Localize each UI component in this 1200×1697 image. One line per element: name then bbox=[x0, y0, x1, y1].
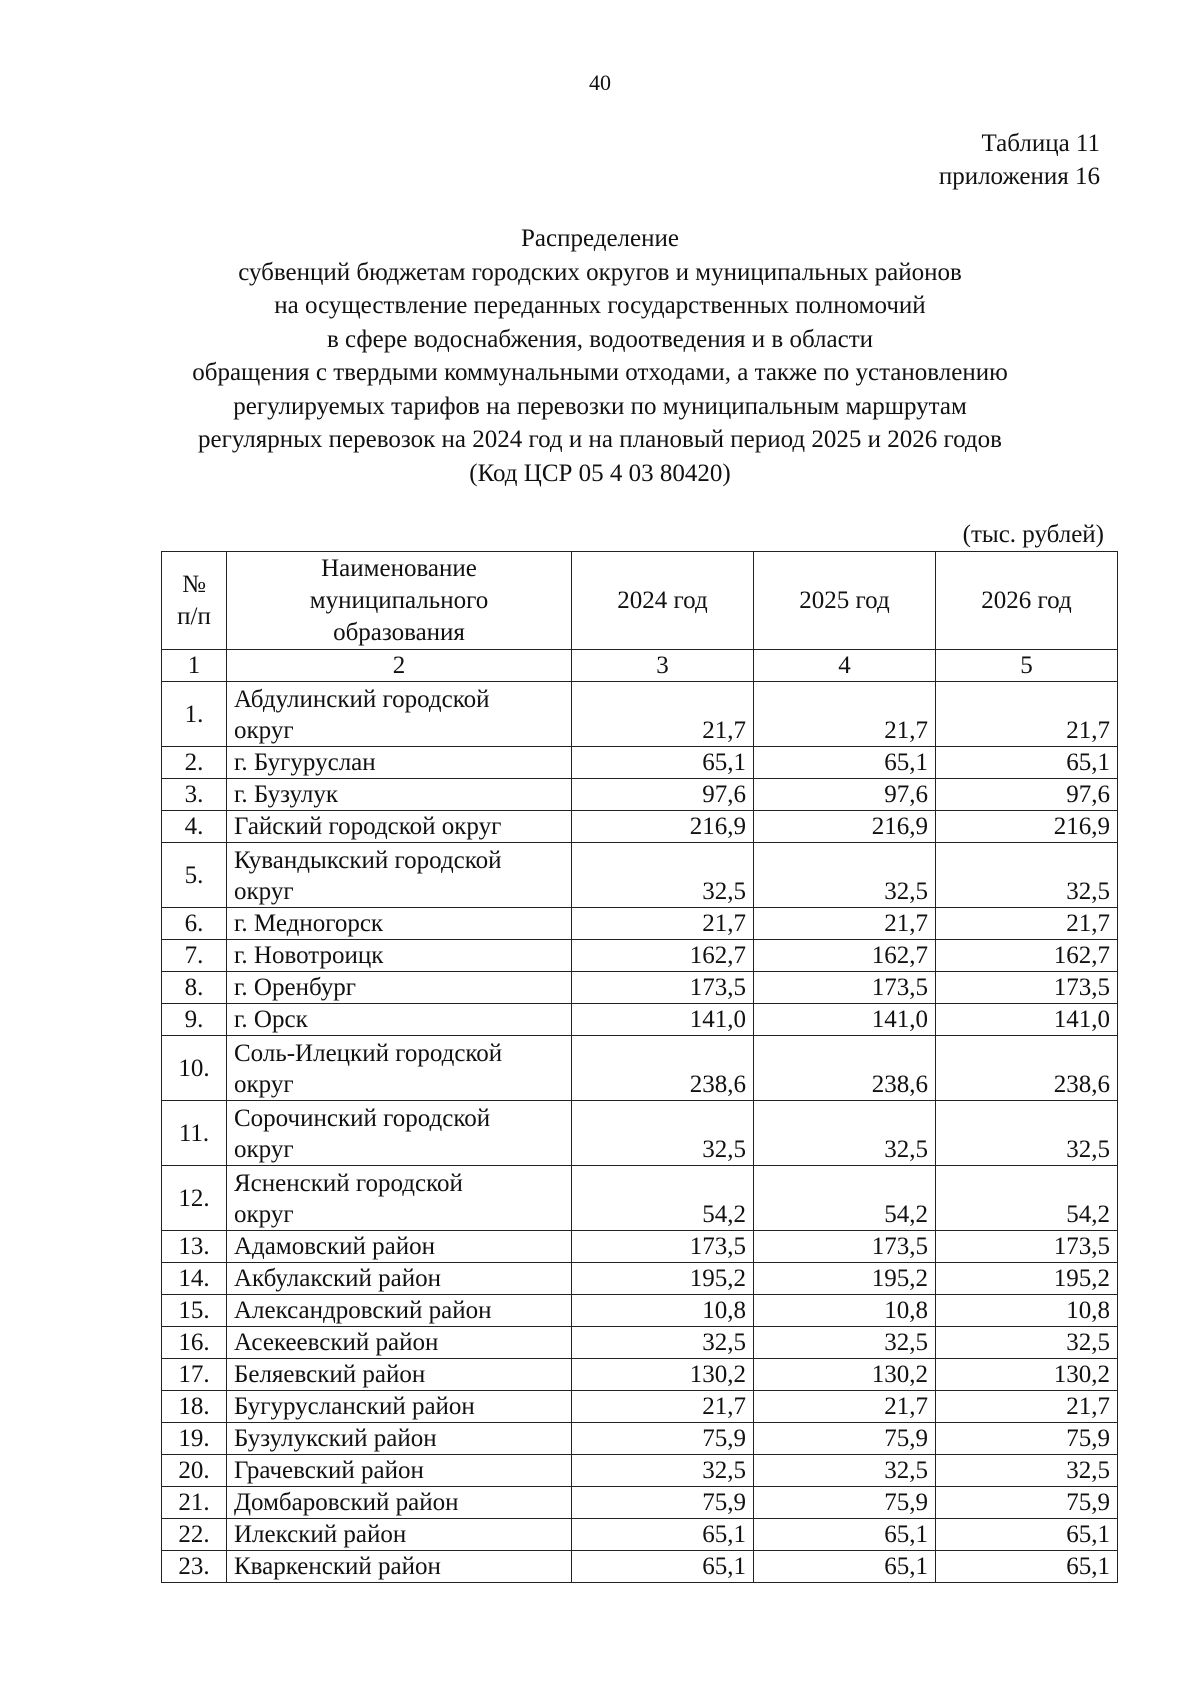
header-2025: 2025 год bbox=[754, 552, 936, 650]
value-2024: 32,5 bbox=[572, 1101, 754, 1166]
row-number: 22. bbox=[162, 1519, 227, 1551]
value-2026: 21,7 bbox=[936, 1391, 1118, 1423]
municipality-name-line: округ bbox=[234, 1071, 294, 1098]
table-reference bbox=[939, 127, 1100, 193]
table-row bbox=[162, 1391, 1118, 1423]
header-2024: 2024 год bbox=[572, 552, 754, 650]
value-2026: 32,5 bbox=[936, 1455, 1118, 1487]
table-row bbox=[162, 1423, 1118, 1455]
municipality-name-line: Акбулакский район bbox=[234, 1265, 441, 1292]
table-row bbox=[162, 1101, 1118, 1166]
municipality-name bbox=[227, 972, 572, 1004]
row-number: 9. bbox=[162, 1004, 227, 1036]
value-2025: 216,9 bbox=[754, 811, 936, 843]
column-index-row bbox=[162, 650, 1118, 682]
value-2026: 173,5 bbox=[936, 972, 1118, 1004]
value-2025: 65,1 bbox=[754, 1551, 936, 1583]
municipality-name-line: Бугурусланский район bbox=[234, 1393, 475, 1420]
value-2024: 54,2 bbox=[572, 1166, 754, 1231]
title-line: обращения с твердыми коммунальными отходами, а также по установлению bbox=[192, 359, 1008, 386]
municipality-name-line: г. Оренбург bbox=[234, 974, 356, 1001]
value-2026: 32,5 bbox=[936, 1101, 1118, 1166]
municipality-name-line: округ bbox=[234, 1201, 294, 1228]
title-line: Распределение bbox=[521, 225, 679, 252]
row-number: 6. bbox=[162, 908, 227, 940]
table-row bbox=[162, 843, 1118, 908]
table-row bbox=[162, 940, 1118, 972]
title-line: субвенций бюджетам городских округов и муниципальных районов bbox=[238, 258, 962, 286]
municipality-name bbox=[227, 1263, 572, 1295]
municipality-name-line: Адамовский район bbox=[234, 1233, 435, 1260]
table-reference-line-1: Таблица 11 bbox=[981, 130, 1100, 157]
subvention-table bbox=[161, 551, 1118, 1583]
table-row bbox=[162, 1551, 1118, 1583]
value-2025: 32,5 bbox=[754, 1101, 936, 1166]
row-number: 2. bbox=[162, 747, 227, 779]
municipality-name bbox=[227, 1101, 572, 1166]
value-2026: 65,1 bbox=[936, 1551, 1118, 1583]
value-2024: 10,8 bbox=[572, 1295, 754, 1327]
municipality-name bbox=[227, 1166, 572, 1231]
value-2025: 32,5 bbox=[754, 843, 936, 908]
row-number: 7. bbox=[162, 940, 227, 972]
value-2024: 216,9 bbox=[572, 811, 754, 843]
table-reference-line-2: приложения 16 bbox=[938, 163, 1100, 190]
municipality-name-line: г. Бузулук bbox=[234, 781, 339, 808]
value-2024: 65,1 bbox=[572, 1551, 754, 1583]
municipality-name-line: Сорочинский городской bbox=[234, 1105, 491, 1132]
value-2025: 21,7 bbox=[754, 682, 936, 747]
table-row bbox=[162, 908, 1118, 940]
value-2026: 238,6 bbox=[936, 1036, 1118, 1101]
row-number: 15. bbox=[162, 1295, 227, 1327]
municipality-name-line: Абдулинский городской bbox=[234, 686, 490, 713]
row-number: 18. bbox=[162, 1391, 227, 1423]
table-row bbox=[162, 1036, 1118, 1101]
municipality-name-line: Ясненский городской bbox=[234, 1170, 463, 1197]
value-2025: 65,1 bbox=[754, 747, 936, 779]
value-2024: 21,7 bbox=[572, 1391, 754, 1423]
municipality-name-line: г. Новотроицк bbox=[234, 942, 384, 969]
header-2026: 2026 год bbox=[936, 552, 1118, 650]
header-number bbox=[162, 552, 227, 650]
value-2024: 97,6 bbox=[572, 779, 754, 811]
row-number: 8. bbox=[162, 972, 227, 1004]
municipality-name-line: Беляевский район bbox=[234, 1361, 426, 1388]
row-number: 12. bbox=[162, 1166, 227, 1231]
value-2026: 21,7 bbox=[936, 908, 1118, 940]
table-row bbox=[162, 1295, 1118, 1327]
municipality-name bbox=[227, 1487, 572, 1519]
value-2026: 173,5 bbox=[936, 1231, 1118, 1263]
row-number: 20. bbox=[162, 1455, 227, 1487]
value-2024: 21,7 bbox=[572, 908, 754, 940]
document-title bbox=[60, 222, 1140, 490]
table-row bbox=[162, 1327, 1118, 1359]
header-number-line: п/п bbox=[177, 602, 211, 630]
municipality-name bbox=[227, 940, 572, 972]
value-2024: 130,2 bbox=[572, 1359, 754, 1391]
value-2026: 32,5 bbox=[936, 1327, 1118, 1359]
municipality-name bbox=[227, 682, 572, 747]
value-2025: 21,7 bbox=[754, 908, 936, 940]
title-line: на осуществление переданных государственных полномочий bbox=[274, 292, 926, 319]
header-name-line: муниципального bbox=[309, 586, 489, 614]
municipality-name-line: Асекеевский район bbox=[234, 1329, 439, 1356]
value-2026: 141,0 bbox=[936, 1004, 1118, 1036]
table-row bbox=[162, 1263, 1118, 1295]
value-2024: 75,9 bbox=[572, 1487, 754, 1519]
column-index: 1 bbox=[162, 650, 227, 682]
value-2026: 162,7 bbox=[936, 940, 1118, 972]
row-number: 10. bbox=[162, 1036, 227, 1101]
row-number: 5. bbox=[162, 843, 227, 908]
municipality-name-line: округ bbox=[234, 1136, 294, 1163]
row-number: 19. bbox=[162, 1423, 227, 1455]
municipality-name bbox=[227, 1327, 572, 1359]
page-number: 40 bbox=[589, 70, 611, 95]
value-2025: 141,0 bbox=[754, 1004, 936, 1036]
value-2025: 32,5 bbox=[754, 1327, 936, 1359]
row-number: 14. bbox=[162, 1263, 227, 1295]
value-2025: 173,5 bbox=[754, 972, 936, 1004]
municipality-name-line: округ bbox=[234, 717, 294, 744]
municipality-name bbox=[227, 1295, 572, 1327]
municipality-name bbox=[227, 1423, 572, 1455]
municipality-name bbox=[227, 1455, 572, 1487]
value-2024: 32,5 bbox=[572, 1327, 754, 1359]
municipality-name-line: Александровский район bbox=[234, 1297, 492, 1324]
municipality-name-line: округ bbox=[234, 878, 294, 905]
row-number: 23. bbox=[162, 1551, 227, 1583]
table-row bbox=[162, 1487, 1118, 1519]
value-2026: 130,2 bbox=[936, 1359, 1118, 1391]
title-line: регулярных перевозок на 2024 год и на плановый период 2025 и 2026 годов bbox=[198, 426, 1002, 453]
table-row bbox=[162, 1166, 1118, 1231]
value-2025: 10,8 bbox=[754, 1295, 936, 1327]
value-2024: 162,7 bbox=[572, 940, 754, 972]
municipality-name-line: Соль-Илецкий городской bbox=[234, 1040, 503, 1067]
value-2025: 130,2 bbox=[754, 1359, 936, 1391]
header-number-line: № bbox=[182, 570, 206, 598]
value-2026: 32,5 bbox=[936, 843, 1118, 908]
municipality-name-line: Илекский район bbox=[234, 1521, 407, 1548]
value-2024: 75,9 bbox=[572, 1423, 754, 1455]
value-2024: 173,5 bbox=[572, 972, 754, 1004]
row-number: 11. bbox=[162, 1101, 227, 1166]
value-2026: 75,9 bbox=[936, 1487, 1118, 1519]
row-number: 16. bbox=[162, 1327, 227, 1359]
row-number: 1. bbox=[162, 682, 227, 747]
municipality-name bbox=[227, 811, 572, 843]
row-number: 17. bbox=[162, 1359, 227, 1391]
table-row bbox=[162, 1455, 1118, 1487]
municipality-name bbox=[227, 1359, 572, 1391]
table-row bbox=[162, 1231, 1118, 1263]
value-2025: 32,5 bbox=[754, 1455, 936, 1487]
municipality-name bbox=[227, 1036, 572, 1101]
column-index: 2 bbox=[227, 650, 572, 682]
title-line: (Код ЦСР 05 4 03 80420) bbox=[469, 459, 731, 487]
value-2026: 65,1 bbox=[936, 1519, 1118, 1551]
table-row bbox=[162, 779, 1118, 811]
column-index: 5 bbox=[936, 650, 1118, 682]
value-2025: 238,6 bbox=[754, 1036, 936, 1101]
municipality-name bbox=[227, 908, 572, 940]
table-row bbox=[162, 747, 1118, 779]
value-2024: 65,1 bbox=[572, 747, 754, 779]
municipality-name bbox=[227, 1551, 572, 1583]
value-2025: 54,2 bbox=[754, 1166, 936, 1231]
value-2026: 21,7 bbox=[936, 682, 1118, 747]
municipality-name-line: г. Бугуруслан bbox=[234, 749, 376, 776]
units-label: (тыс. рублей) bbox=[962, 521, 1104, 548]
municipality-name-line: Бузулукский район bbox=[234, 1425, 437, 1452]
table-row bbox=[162, 682, 1118, 747]
value-2026: 54,2 bbox=[936, 1166, 1118, 1231]
municipality-name-line: г. Орск bbox=[234, 1006, 308, 1033]
municipality-name-line: Кувандыкский городской bbox=[234, 847, 502, 874]
municipality-name bbox=[227, 843, 572, 908]
municipality-name-line: г. Медногорск bbox=[234, 910, 384, 937]
municipality-name bbox=[227, 1391, 572, 1423]
value-2024: 21,7 bbox=[572, 682, 754, 747]
value-2024: 32,5 bbox=[572, 1455, 754, 1487]
row-number: 13. bbox=[162, 1231, 227, 1263]
header-name-line: образования bbox=[333, 618, 465, 646]
header-name-line: Наименование bbox=[321, 554, 477, 582]
value-2024: 173,5 bbox=[572, 1231, 754, 1263]
municipality-name-line: Кваркенский район bbox=[234, 1553, 441, 1580]
municipality-name bbox=[227, 1004, 572, 1036]
value-2025: 65,1 bbox=[754, 1519, 936, 1551]
municipality-name bbox=[227, 747, 572, 779]
table-header-row bbox=[162, 552, 1118, 650]
header-name bbox=[227, 552, 572, 650]
value-2024: 141,0 bbox=[572, 1004, 754, 1036]
table-row bbox=[162, 1519, 1118, 1551]
value-2026: 75,9 bbox=[936, 1423, 1118, 1455]
value-2025: 75,9 bbox=[754, 1423, 936, 1455]
table-row bbox=[162, 1359, 1118, 1391]
value-2026: 216,9 bbox=[936, 811, 1118, 843]
municipality-name bbox=[227, 1231, 572, 1263]
table-body bbox=[162, 682, 1118, 1583]
value-2024: 65,1 bbox=[572, 1519, 754, 1551]
value-2025: 195,2 bbox=[754, 1263, 936, 1295]
value-2025: 162,7 bbox=[754, 940, 936, 972]
value-2024: 195,2 bbox=[572, 1263, 754, 1295]
table-row bbox=[162, 972, 1118, 1004]
value-2025: 173,5 bbox=[754, 1231, 936, 1263]
municipality-name-line: Грачевский район bbox=[234, 1457, 424, 1484]
column-index: 3 bbox=[572, 650, 754, 682]
value-2026: 10,8 bbox=[936, 1295, 1118, 1327]
municipality-name bbox=[227, 1519, 572, 1551]
table-row bbox=[162, 811, 1118, 843]
value-2026: 97,6 bbox=[936, 779, 1118, 811]
municipality-name-line: Гайский городской округ bbox=[234, 813, 502, 840]
municipality-name-line: Домбаровский район bbox=[234, 1489, 459, 1516]
value-2024: 32,5 bbox=[572, 843, 754, 908]
row-number: 4. bbox=[162, 811, 227, 843]
value-2024: 238,6 bbox=[572, 1036, 754, 1101]
value-2025: 21,7 bbox=[754, 1391, 936, 1423]
table-row bbox=[162, 1004, 1118, 1036]
row-number: 3. bbox=[162, 779, 227, 811]
value-2025: 75,9 bbox=[754, 1487, 936, 1519]
value-2025: 97,6 bbox=[754, 779, 936, 811]
value-2026: 195,2 bbox=[936, 1263, 1118, 1295]
row-number: 21. bbox=[162, 1487, 227, 1519]
value-2026: 65,1 bbox=[936, 747, 1118, 779]
municipality-name bbox=[227, 779, 572, 811]
title-line: регулируемых тарифов на перевозки по муниципальным маршрутам bbox=[233, 392, 967, 420]
column-index: 4 bbox=[754, 650, 936, 682]
title-line: в сфере водоснабжения, водоотведения и в области bbox=[326, 325, 874, 353]
